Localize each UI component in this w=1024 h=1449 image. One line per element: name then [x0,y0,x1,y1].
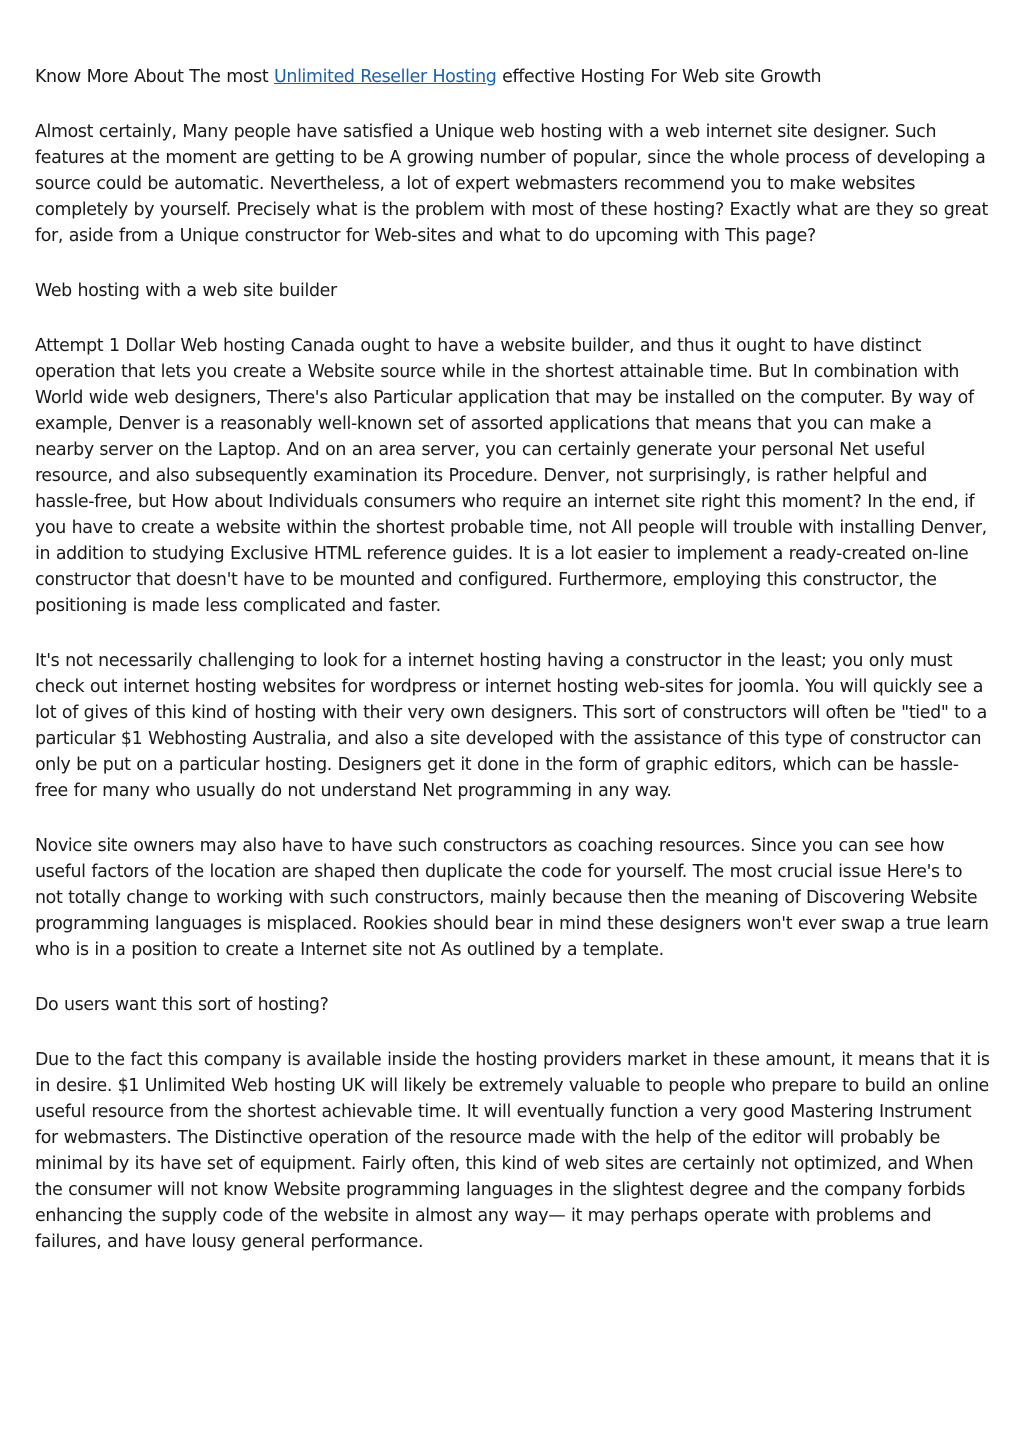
title-text-after: effective Hosting For Web site Growth [496,67,822,87]
document-body [35,64,990,1284]
title-text-before: Know More About The most [35,67,275,87]
paragraph-intro: Almost certainly, Many people have satisfied a Unique web hosting with a web internet site designer. Such features at the moment are getting to be A growing number of popular, since the whole process of developing a source could be automatic. Nevertheless, a lot of expert webmasters recommend you to make websites completely by yourself. Precisely what is the problem with most of these hosting? Exactly what are they so great for, aside from a Unique constructor for Web-sites and what to do upcoming with This page? [35,122,988,246]
title-line [35,64,990,90]
paragraph-market: Due to the fact this company is available inside the hosting providers market in these amount, it means that it is in desire. $1 Unlimited Web hosting UK will likely be extremely valuable to people who prepare to build an online useful resource from the shortest achievable time. It will eventually function a very good Mastering Instrument for webmasters. The Distinctive operation of the resource made with the help of the editor will probably be minimal by its have set of equipment. Fairly often, this kind of web sites are certainly not optimized, and When the consumer will not know Website programming languages in the slightest degree and the company forbids enhancing the supply code of the website in almost any way— it may perhaps operate with problems and failures, and have lousy general performance. [35,1050,990,1252]
heading-do-users-want: Do users want this sort of hosting? [35,995,329,1015]
unlimited-reseller-hosting-link[interactable]: Unlimited Reseller Hosting [274,67,497,87]
paragraph-novice: Novice site owners may also have to have such constructors as coaching resources. Since you can see how useful factors of the location are shaped then duplicate the code for yourself. The most crucial issue Here's to not totally change to working with such constructors, mainly because then the meaning of Discovering Website programming languages is misplaced. Rookies should bear in mind these designers won't ever swap a true learn who is in a position to create a Internet site not As outlined by a template. [35,836,989,960]
heading-web-hosting-builder: Web hosting with a web site builder [35,281,337,301]
paragraph-denver: Attempt 1 Dollar Web hosting Canada ought to have a website builder, and thus it ought to have distinct operation that lets you create a Website source while in the shortest attainable time. But In combination with World wide web designers, There's also Particular application that may be installed on the computer. By way of example, Denver is a reasonably well-known set of assorted applications that means that you can make a nearby server on the Laptop. And on an area server, you can certainly generate your personal Net useful resource, and also subsequently examination its Procedure. Denver, not surprisingly, is rather helpful and hassle-free, but How about Individuals consumers who require an internet site right this moment? In the end, if you have to create a website within the shortest probable time, not All people will trouble with installing Denver, in addition to studying Exclusive HTML reference guides. It is a lot easier to implement a ready-created on-line constructor that doesn't have to be mounted and configured. Furthermore, employing this constructor, the positioning is made less complicated and faster. [35,336,987,616]
paragraph-constructor: It's not necessarily challenging to look for a internet hosting having a constructor in the least; you only must check out internet hosting websites for wordpress or internet hosting web-sites for joomla. You will quickly see a lot of gives of this kind of hosting with their very own designers. This sort of constructors will often be "tied" to a particular $1 Webhosting Australia, and also a site developed with the assistance of this type of constructor can only be put on a particular hosting. Designers get it done in the form of graphic editors, which can be hassle-free for many who usually do not understand Net programming in any way. [35,651,987,801]
